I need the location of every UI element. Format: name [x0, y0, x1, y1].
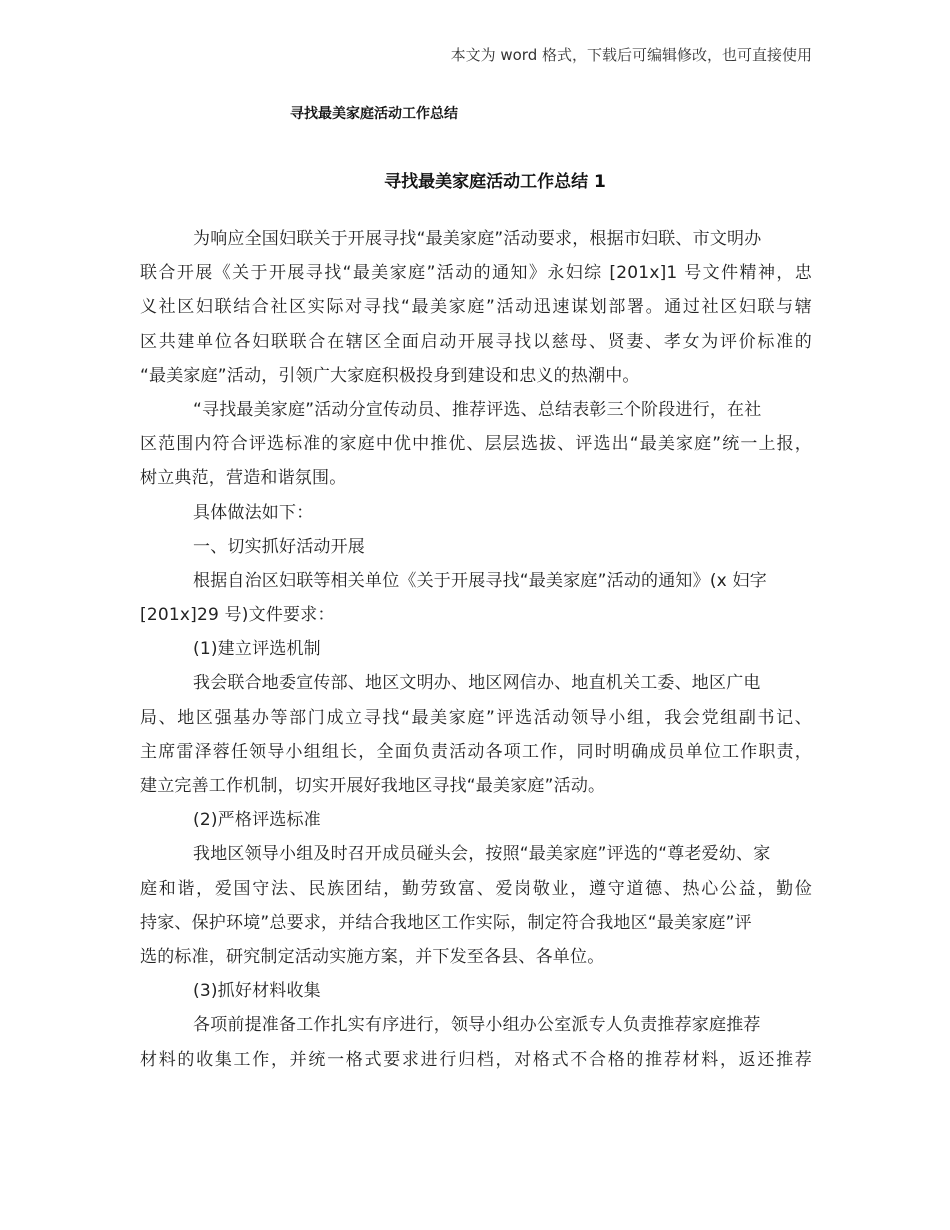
paragraph-line: 具体做法如下： [193, 502, 314, 523]
paragraph-line: “寻找最美家庭”活动分宣传动员、推荐评选、总结表彰三个阶段进行，在社 [193, 399, 762, 420]
paragraph-line: 联合开展《关于开展寻找“最美家庭”活动的通知》永妇综 [201x]1 号文件精神，忠 [140, 263, 812, 284]
paragraph-line: 选的标准，研究制定活动实施方案，并下发至各县、各单位。 [140, 946, 605, 967]
subsection-heading: (2)严格评选标准 [193, 810, 321, 831]
paragraph-line: 持家、保护环境”总要求，并结合我地区工作实际，制定符合我地区“最美家庭”评 [140, 912, 752, 933]
paragraph-line: “最美家庭”活动，引领广大家庭积极投身到建设和忠义的热潮中。 [140, 365, 640, 386]
paragraph-line: 建立完善工作机制，切实开展好我地区寻找“最美家庭”活动。 [140, 776, 606, 796]
paragraph-line: 树立典范，营造和谐氛围。 [140, 468, 347, 489]
paragraph-line: 庭和谐，爱国守法、民族团结，勤劳致富、爱岗敬业，遵守道德、热心公益，勤俭 [140, 878, 812, 899]
paragraph-line: 我地区领导小组及时召开成员碰头会，按照“最美家庭”评选的“尊老爱幼、家 [193, 844, 771, 865]
paragraph-line: 区共建单位各妇联联合在辖区全面启动开展寻找以慈母、贤妻、孝女为评价标准的 [140, 331, 812, 352]
section-heading: 一、切实抓好活动开展 [193, 536, 365, 557]
paragraph-line: [201x]29 号)文件要求： [140, 605, 335, 626]
document-title-main: 寻找最美家庭活动工作总结 1 [384, 172, 606, 192]
paragraph-line: 义社区妇联结合社区实际对寻找“最美家庭”活动迅速谋划部署。通过社区妇联与辖 [140, 297, 812, 318]
body-text [140, 222, 812, 1077]
paragraph-line: 材料的收集工作，并统一格式要求进行归档，对格式不合格的推荐材料，返还推荐 [140, 1049, 812, 1070]
paragraph-line: 各项前提准备工作扎实有序进行，领导小组办公室派专人负责推荐家庭推荐 [193, 1015, 761, 1036]
paragraph-line: 主席雷泽蓉任领导小组组长，全面负责活动各项工作，同时明确成员单位工作职责， [140, 741, 812, 762]
paragraph-line: 为响应全国妇联关于开展寻找“最美家庭”活动要求，根据市妇联、市文明办 [193, 229, 762, 249]
document-title-small: 寻找最美家庭活动工作总结 [290, 106, 458, 122]
paragraph-line: 局、地区强基办等部门成立寻找“最美家庭”评选活动领导小组，我会党组副书记、 [140, 707, 812, 728]
subsection-heading: (3)抓好材料收集 [193, 981, 321, 1002]
subsection-heading: (1)建立评选机制 [193, 639, 321, 660]
paragraph-line: 根据自治区妇联等相关单位《关于开展寻找“最美家庭”活动的通知》(x 妇字 [193, 570, 767, 591]
paragraph-line: 区范围内符合评选标准的家庭中优中推优、层层选拔、评选出“最美家庭”统一上报， [140, 434, 812, 455]
header-note: 本文为 word 格式，下载后可编辑修改，也可直接使用 [450, 46, 812, 64]
paragraph-line: 我会联合地委宣传部、地区文明办、地区网信办、地直机关工委、地区广电 [193, 673, 761, 694]
